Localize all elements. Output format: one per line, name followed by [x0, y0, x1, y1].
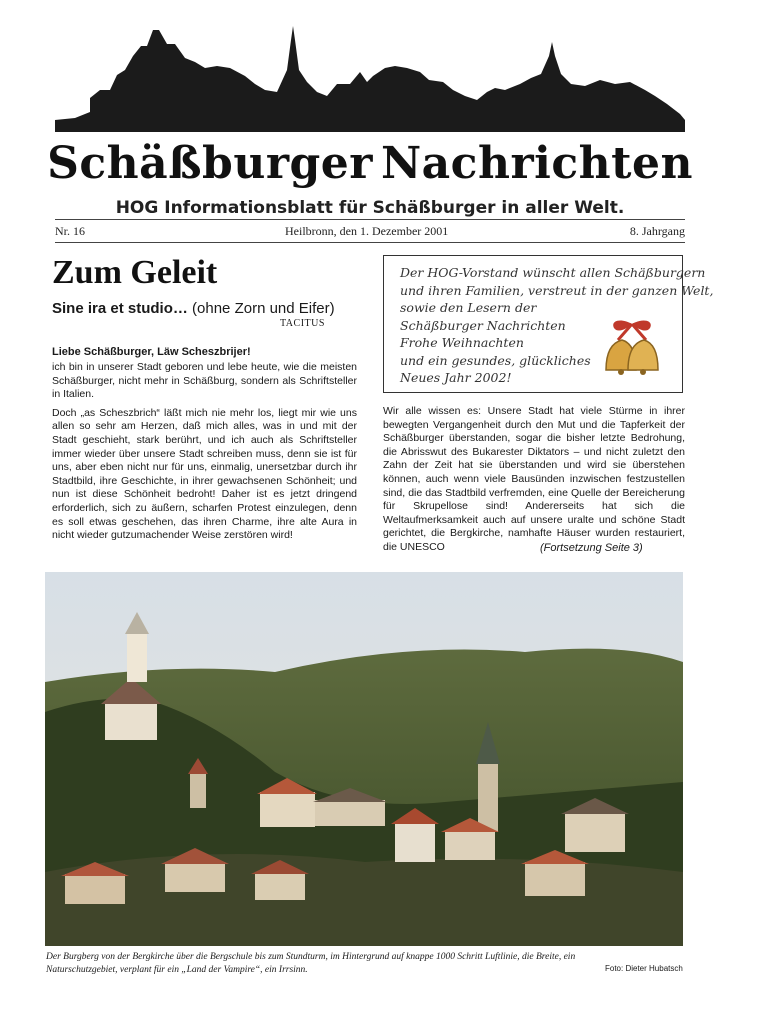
town-photo [45, 572, 683, 946]
masthead-title-right: Nachrichten [380, 137, 693, 189]
photo-credit: Foto: Dieter Hubatsch [605, 964, 683, 973]
issue-place-date: Heilbronn, den 1. Dezember 2001 [285, 224, 449, 238]
article-right-column [383, 405, 685, 560]
divider-top [55, 219, 685, 220]
town-panorama-image [45, 572, 683, 946]
greeting-line: Frohe Weihnachten [400, 335, 524, 350]
motto-source: TACITUS [280, 318, 325, 329]
greeting-line: und ihren Familien, verstreut in der ganzen Welt, [400, 282, 714, 298]
christmas-bells-icon [592, 314, 672, 378]
masthead [47, 20, 693, 220]
issue-volume: 8. Jahrgang [629, 224, 685, 238]
motto-translation: (ohne Zorn und Eifer) [192, 300, 335, 317]
greeting-line: Schäßburger Nachrichten [400, 317, 566, 333]
article-paragraph: Wir alle wissen es: Unsere Stadt hat viele Stürme in ihrer bewegten Vergangenheit durch den Mut und die Tapferkeit der Schäßburger überstanden, sogar die bisher letzte Bedrohung, die Abrisswut des Bukarester Diktators – und nicht zuletzt den Zahn der Zeit hat sie überstanden und wird sie überstehen können, auch wenn viele Bausünden inzwischen festzustellen sind, die das Stadtbild verfremden, eine Quelle der Bereicherung für Skrupellose sind! Andererseits hat sich die Weltaufmerksamkeit auch auf unsere uralte und schöne Stadt gerichtet, die Bergkirche, namhafte Häuser wurden restauriert, die UNESCO [383, 405, 685, 553]
divider-bottom [55, 242, 685, 243]
article-motto [52, 300, 335, 317]
issue-number: Nr. 16 [55, 224, 85, 238]
article-salutation: Liebe Schäßburger, Läw Scheszbrijer! [52, 346, 251, 358]
continued-note: (Fortsetzung Seite 3) [540, 542, 643, 554]
motto-latin: Sine ira et studio… [52, 300, 188, 317]
article-heading: Zum Geleit [52, 254, 218, 291]
greeting-line: sowie den Lesern der [400, 300, 537, 315]
greeting-line: Der HOG-Vorstand wünscht allen Schäßburgern [400, 265, 706, 280]
christmas-greeting-box [383, 255, 714, 393]
article-paragraph: Doch „as Scheszbrich“ läßt mich nie mehr los, liegt mir wie uns allen so sehr am Herzen, daß mich alles, was in und mit der Stadt geschieht, stark berührt, und ich auch als Schriftsteller immer wieder über unsere Stadt schreiben muss, denn sie ist für uns, aber eben nicht nur für uns, einmalig, unersetzbar durch ihr Stadtbild, ihre Geschichte, in ihrer gewachsenen Schönheit; und nun ist diese Schönheit bedroht! Daher ist es jetzt dringend erforderlich, sich zu äußern, scharfen Protest einzulegen, denn es soll etwas geschehen, das ihren Charme, ihre alte Aura in nicht wieder gutzumachender Weise zerstören wird! [52, 406, 357, 542]
greeting-line: und ein gesundes, glückliches [400, 352, 591, 368]
issue-info-line [55, 224, 685, 242]
masthead-subtitle: HOG Informationsblatt für Schäßburger in aller Welt. [115, 198, 625, 218]
greeting-line: Neues Jahr 2002! [400, 370, 512, 385]
photo-caption: Der Burgberg von der Bergkirche über die Bergschule bis zum Stundturm, im Hintergrund auf knappe 1000 Schritt Luftlinie, die Breite, ein Naturschutzgebiet, verplant für ein „Land der Vampire“, ein Irrsinn. [46, 952, 576, 975]
masthead-title-left: Schäßburger [47, 137, 373, 189]
city-skyline-silhouette [55, 20, 685, 132]
article-left-column [52, 361, 357, 548]
article-paragraph: ich bin in unserer Stadt geboren und lebe heute, wie die meisten Schäßburger, nicht mehr in Schäßburg, sondern als Schriftsteller in Italien. [52, 361, 357, 401]
